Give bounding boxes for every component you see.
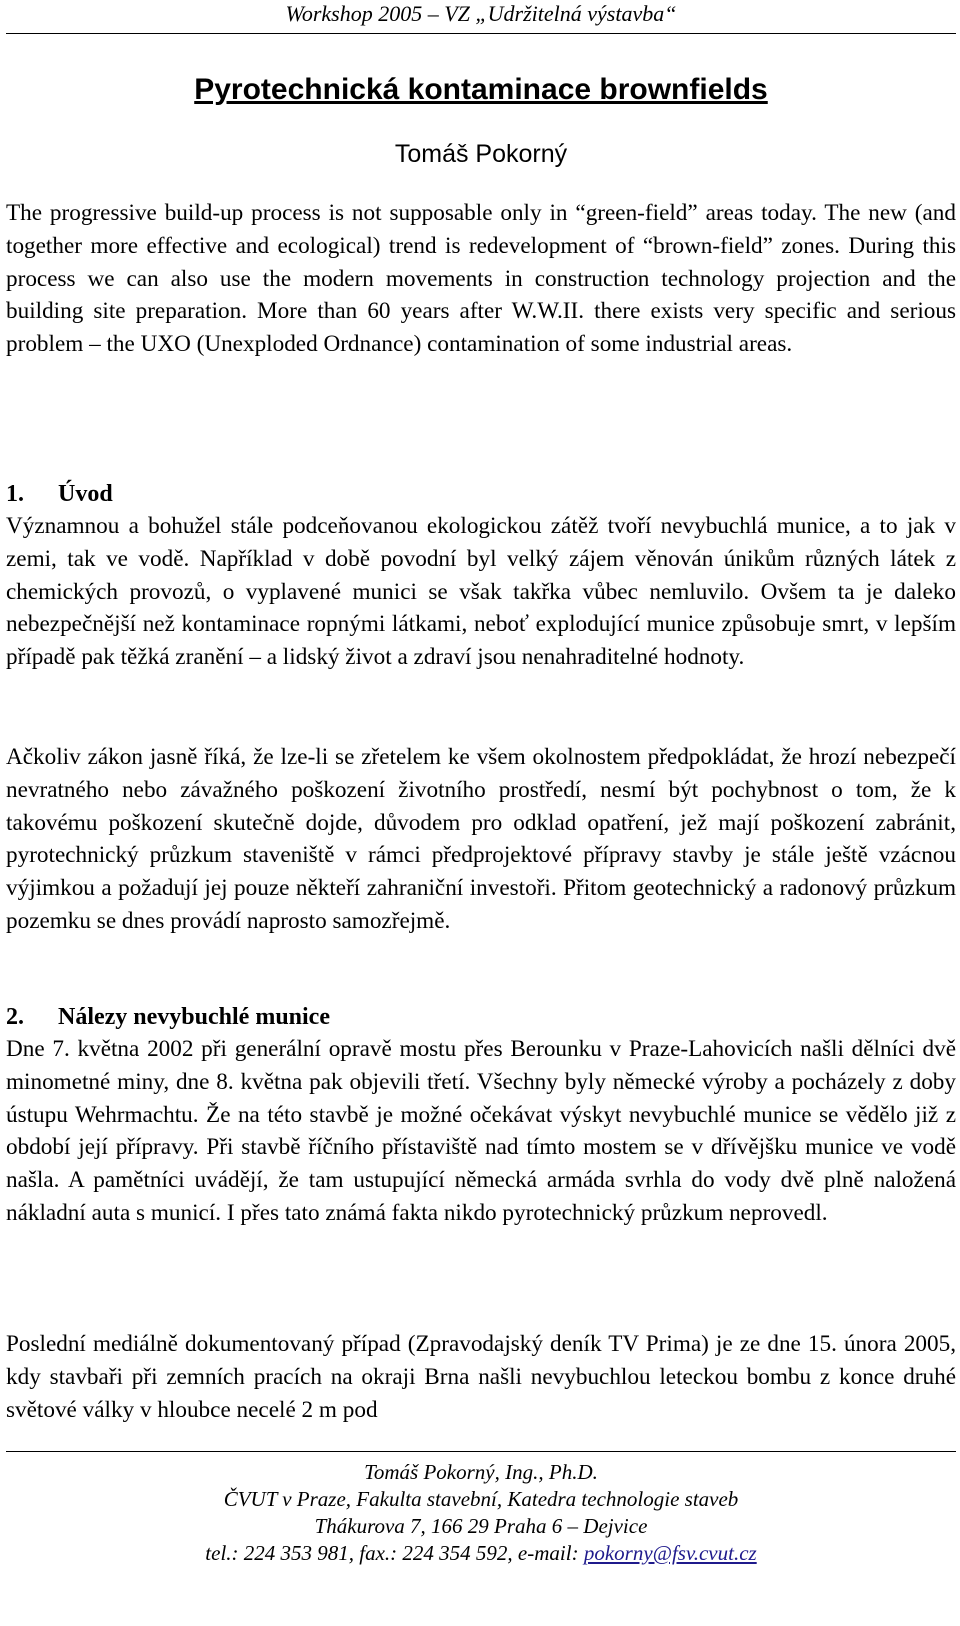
abstract-paragraph: The progressive build-up process is not supposable only in “green-field” areas today. The new (and together more effective and ecological) trend is redevelopment of “brown-field” zones. During this process we can also use the modern movements in construction technology projection and the building site preparation. More than 60 years after W.W.II. there exists very specific and serious problem – the UXO (Unexploded Ordnance) contamination of some industrial areas.	[6, 200, 956, 358]
footer-contact	[6, 1540, 956, 1567]
section-heading-uvod	[6, 478, 956, 510]
running-header: Workshop 2005 – VZ „Udržitelná výstavba“	[285, 1, 677, 26]
section-number: 1.	[6, 481, 24, 507]
document-page	[6, 0, 956, 1626]
paper-title: Pyrotechnická kontaminace brownfields	[194, 73, 768, 106]
paper-author: Tomáš Pokorný	[394, 140, 568, 168]
body-paragraph: Ačkoliv zákon jasně říká, že lze-li se zřetelem ke všem okolnostem předpokládat, že hrozí nebezpečí nevratného nebo závažného poškození životního prostředí, nesmí být pochybnost o tom, že k takovému poškození skutečně dojde, důvodem pro odklad opatření, jež mají poškození zabránit, pyrotechnický průzkum staveniště v rámci předprojektové přípravy stavby je stále ještě vzácnou výjimkou a požadují jej pouze někteří zahraniční investoři. Přitom geotechnický a radonový průzkum pozemku se dnes provádí naprosto samozřejmě.	[6, 744, 956, 934]
footer-name: Tomáš Pokorný, Ing., Ph.D.	[364, 1460, 598, 1484]
email-link[interactable]: pokorny@fsv.cvut.cz	[583, 1541, 757, 1565]
section-title: Nálezy nevybuchlé munice	[58, 1004, 330, 1030]
section-heading-nalezy	[6, 1001, 956, 1033]
footer-contact-text: tel.: 224 353 981, fax.: 224 354 592, e-mail:	[205, 1541, 584, 1565]
section-title: Úvod	[58, 481, 113, 507]
footer-address: Thákurova 7, 166 29 Praha 6 – Dejvice	[314, 1514, 648, 1538]
footer	[6, 1459, 956, 1567]
section-number: 2.	[6, 1004, 24, 1030]
footer-affiliation: ČVUT v Praze, Fakulta stavební, Katedra technologie staveb	[223, 1487, 739, 1511]
body-paragraph: Významnou a bohužel stále podceňovanou ekologickou zátěž tvoří nevybuchlá munice, a to jak v zemi, tak ve vodě. Například v době povodní byl velký zájem věnován únikům různých látek z chemických provozů, o vyplavené munici se však takřka vůbec nemluvilo. Ovšem ta je daleko nebezpečnější než kontaminace ropnými látkami, neboť explodující munice způsobuje smrt, v lepším případě pak těžká zranění – a lidský život a zdraví jsou nenahraditelné hodnoty.	[6, 513, 956, 671]
body-paragraph: Poslední mediálně dokumentovaný případ (Zpravodajský deník TV Prima) je ze dne 15. února 2005, kdy stavbaři při zemních pracích na okraji Brna našli nevybuchlou leteckou bombu z konce druhé světové války v hloubce necelé 2 m pod	[6, 1331, 956, 1423]
header-rule	[6, 33, 956, 34]
footer-rule	[6, 1451, 956, 1452]
body-paragraph: Dne 7. května 2002 při generální opravě mostu přes Berounku v Praze-Lahovicích našli dělníci dvě minometné miny, dne 8. května pak objevili třetí. Všechny byly německé výroby a pocházely z doby ústupu Wehrmachtu. Že na této stavbě je možné očekávat výskyt nevybuchlé munice se vědělo již z období její přípravy. Při stavbě říčního přístaviště nad tímto mostem se v dřívějšku munice ve vodě našla. A pamětníci uvádějí, že tam ustupující německá armáda svrhla do vody dvě plně naložená nákladní auta s municí. I přes tato známá fakta nikdo pyrotechnický průzkum neprovedl.	[6, 1036, 956, 1226]
